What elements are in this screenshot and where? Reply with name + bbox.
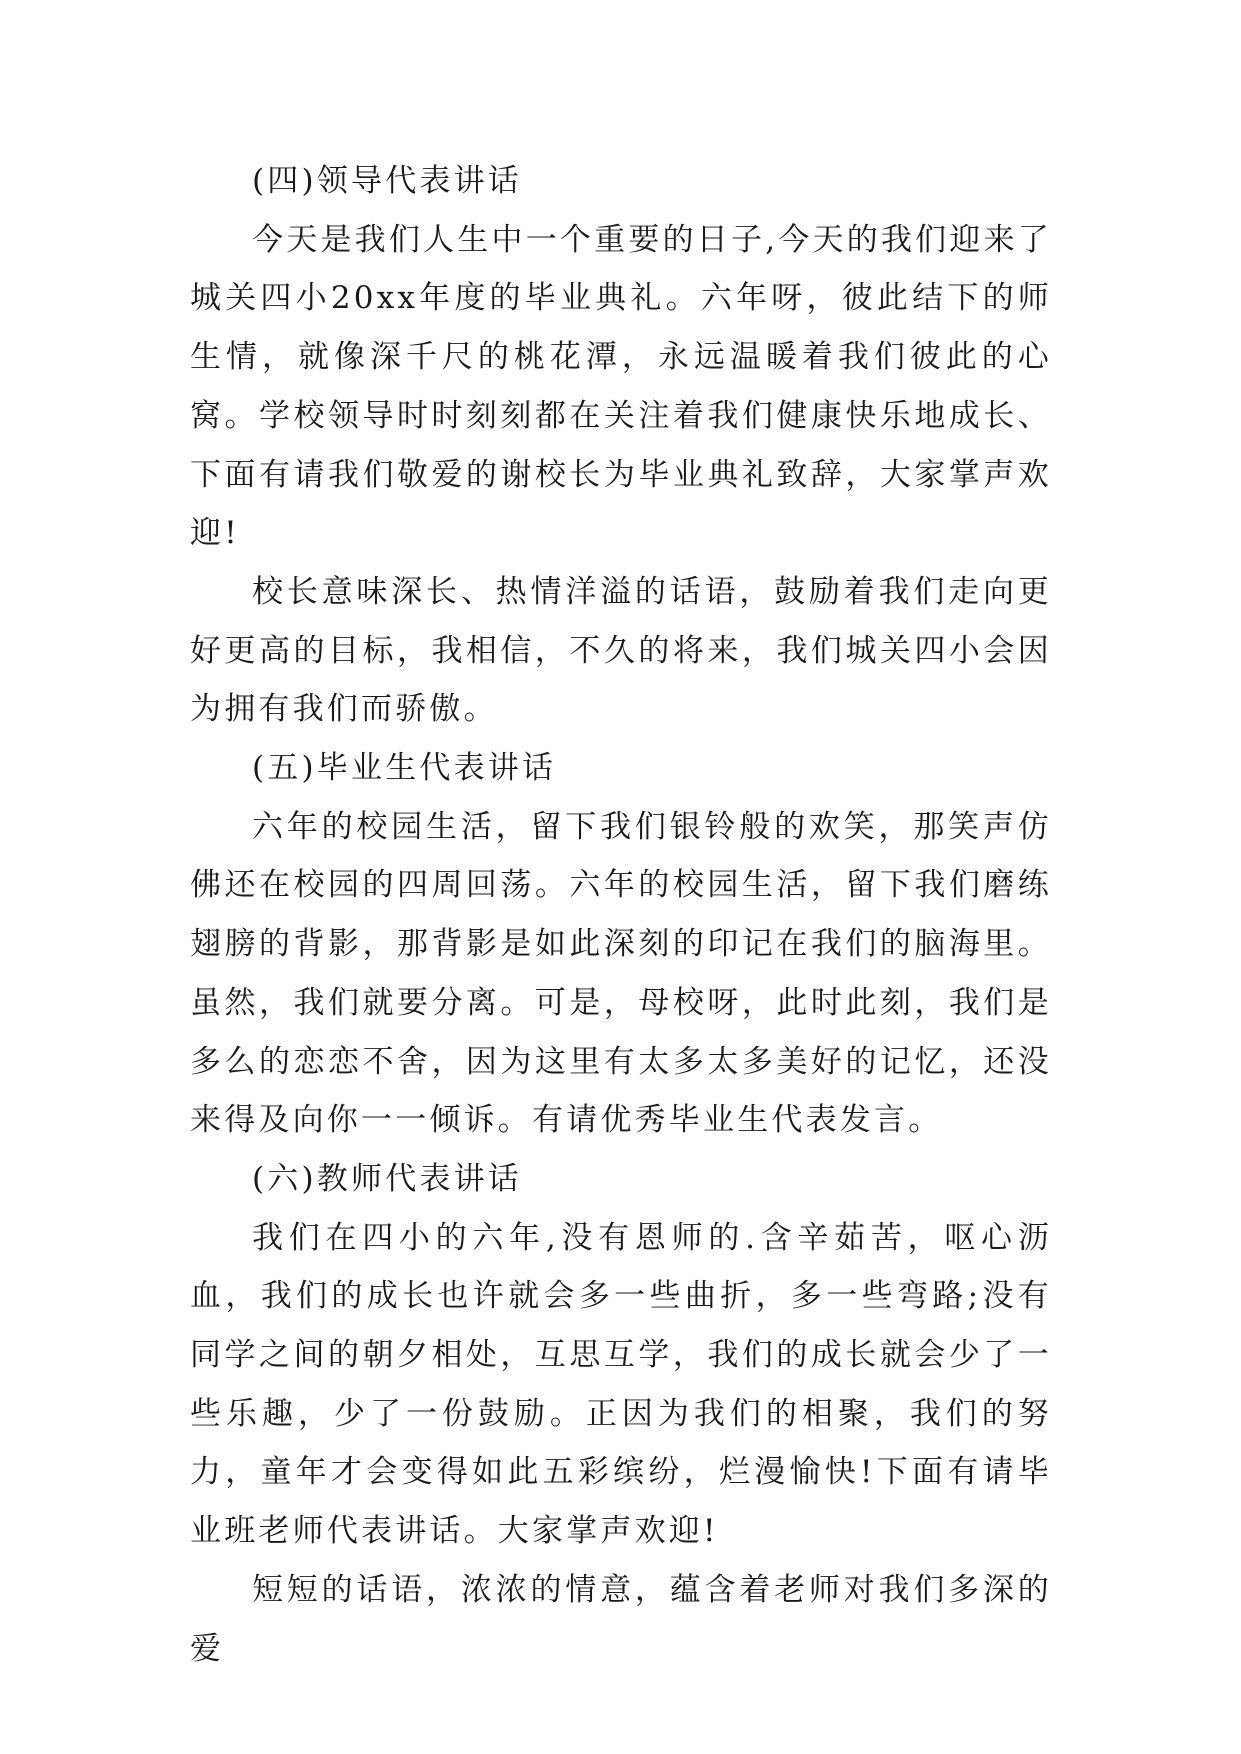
paragraph-teacher-gratitude: 我们在四小的六年,没有恩师的.含辛茹苦，呕心沥血，我们的成长也许就会多一些曲折，多一些弯路;没有同学之间的朝夕相处，互思互学，我们的成长就会少了一些乐趣，少了一份鼓励。正因为我们的相聚，我们的努力，童年才会变得如此五彩缤纷，烂漫愉快!下面有请毕业班老师代表讲话。大家掌声欢迎! — [190, 1219, 1052, 1550]
section-heading-leader-speech: (四)领导代表讲话 — [252, 163, 522, 199]
document-body — [190, 152, 1052, 1678]
section-heading-teacher-speech: (六)教师代表讲话 — [252, 1160, 522, 1197]
paragraph-ceremony-opening: 今天是我们人生中一个重要的日子,今天的我们迎来了城关四小20xx年度的毕业典礼。六年呀，彼此结下的师生情，就像深千尺的桃花潭，永远温暖着我们彼此的心窝。学校领导时时刻刻都在关注着我们健康快乐地成长、下面有请我们敬爱的谢校长为毕业典礼致辞，大家掌声欢迎! — [190, 221, 1052, 552]
paragraph-campus-life: 六年的校园生活，留下我们银铃般的欢笑，那笑声仿佛还在校园的四周回荡。六年的校园生活，留下我们磨练翅膀的背影，那背影是如此深刻的印记在我们的脑海里。虽然，我们就要分离。可是，母校呀，此时此刻，我们是多么的恋恋不舍，因为这里有太多太多美好的记忆，还没来得及向你一一倾诉。有请优秀毕业生代表发言。 — [190, 808, 1052, 1139]
paragraph-principal-response: 校长意味深长、热情洋溢的话语，鼓励着我们走向更好更高的目标，我相信，不久的将来，我们城关四小会因为拥有我们而骄傲。 — [190, 573, 1052, 728]
section-heading-graduate-speech: (五)毕业生代表讲话 — [252, 750, 557, 787]
paragraph-closing-words: 短短的话语，浓浓的情意，蕴含着老师对我们多深的爱 — [190, 1571, 1052, 1667]
